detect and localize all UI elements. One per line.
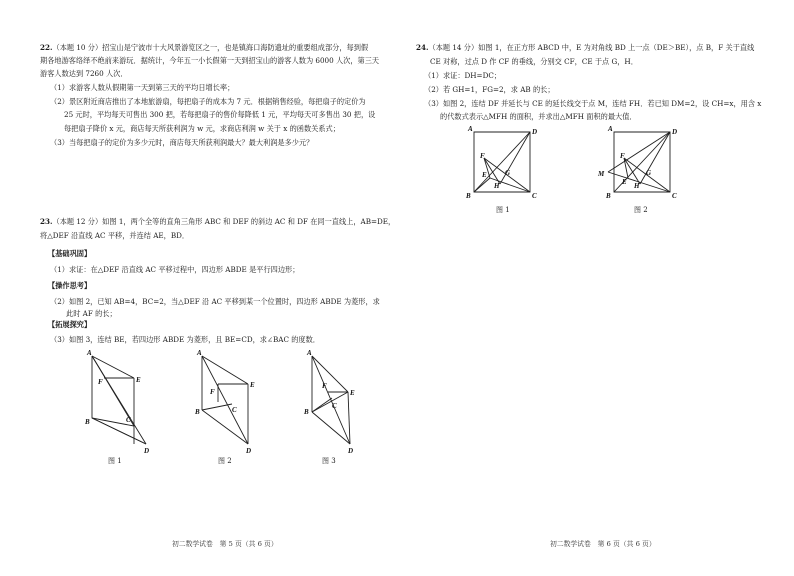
q24-fig1-label-f: F [480, 152, 485, 160]
fig3-line-ed [348, 392, 350, 444]
fig3-label-c: C [332, 402, 337, 410]
fig1-label-e: E [136, 376, 141, 384]
q23-figure-1-caption: 图 1 [108, 457, 122, 465]
fig2-line-bd [202, 410, 248, 444]
q23-sub2a: （2）如图 2，已知 AB=4，BC=2，当△DEF 沿 AC 平移到某一个位置时，四边形 ABDE 为菱形，求 [50, 297, 380, 306]
q24-fig2-label-c: C [672, 192, 677, 200]
q24-figure-2-caption: 图 2 [634, 206, 648, 214]
q23-text-1: （本题 12 分）如图 1，两个全等的直角三角形 ABC 和 DEF 的斜边 AC 和 DF 在同一直线上，AB=DE， [52, 217, 396, 226]
q24-fig1-label-a: A [468, 125, 473, 133]
fig3-label-b: B [304, 408, 309, 416]
fig3-line-be [312, 392, 348, 412]
q23-figure-2 [195, 349, 266, 455]
q24-number: 24. [416, 43, 429, 52]
q22-sub3: （3）当每把扇子的定价为多少元时，商店每天所获利润最大？最大利润是多少元？ [50, 138, 314, 147]
q24-text-1: （本题 14 分）如图 1，在正方形 ABCD 中，E 为对角线 BD 上一点（DE＞BE），点 B，F 关于直线 [428, 43, 755, 52]
q24-sub1: （1）求证：DH=DC； [424, 71, 502, 80]
q24-fig2-label-b: B [606, 192, 611, 200]
q22-sub2c: 每把扇子降价 x 元，商店每天所获利润为 w 元，求商店利润 w 关于 x 的函数关系式； [64, 124, 340, 133]
q22-sub2a: （2）景区附近商店推出了本地旅游扇，每把扇子的成本为 7 元．根据销售经验，每把扇子的定价为 [50, 97, 366, 106]
q23-section-basic: 【基础巩固】 [48, 249, 92, 258]
fig1-label-f: F [98, 378, 103, 386]
fig2-label-f: F [210, 388, 215, 396]
q23-line1 [40, 216, 395, 227]
q22-sub1: （1）求游客人数从假期第一天到第三天的平均日增长率； [50, 83, 235, 92]
q23-figure-3 [302, 349, 372, 455]
q23-section-operate: 【操作思考】 [48, 281, 92, 290]
fig3-line-bc [312, 398, 332, 412]
q24-fig2-label-g: G [646, 169, 652, 177]
q23-figure-2-caption: 图 2 [218, 457, 232, 465]
fig3-line-bd [312, 412, 350, 444]
q24-line1 [416, 42, 754, 53]
fig3-label-f: F [322, 382, 327, 390]
q24-figure-1 [466, 125, 540, 200]
fig1-label-a: A [87, 349, 92, 357]
fig2-label-c: C [232, 406, 237, 414]
fig3-label-e: E [350, 389, 355, 397]
q24-fig2-label-m: M [598, 170, 605, 178]
q24-fig2-label-f: F [620, 152, 625, 160]
fig3-line-ae [312, 356, 348, 392]
q24-sub3a: （3）如图 2，连结 DF 并延长与 CE 的延长线交于点 M，连结 FH．若已知 DM=2，设 CH=x，用含 x [424, 99, 762, 108]
q23-sub2b: 此时 AF 的长； [66, 309, 117, 318]
fig3-label-a: A [307, 349, 312, 357]
fig2-line-dm [608, 132, 670, 172]
q23-figure-1 [85, 349, 156, 455]
q22-text-1: （本题 10 分）招宝山是宁波市十大风景游览区之一，也是镇海口海防遗址的重要组成部分，每到假 [52, 43, 369, 52]
right-page [400, 0, 794, 576]
q23-figure-3-caption: 图 3 [322, 457, 336, 465]
q24-line2: CE 对称，过点 D 作 CF 的垂线，分别交 CF，CE 于点 G，H． [430, 57, 638, 66]
fig2-label-d: D [246, 447, 252, 455]
q24-sub2: （2）若 GH=1，FG=2，求 AB 的长； [424, 85, 555, 94]
fig1-line-be [474, 178, 490, 192]
q23-number: 23. [40, 217, 53, 226]
q23-section-extend: 【拓展探究】 [48, 320, 92, 329]
q24-fig2-label-d: D [672, 128, 678, 136]
q23-line2: 将△DEF 沿直线 AC 平移，并连结 AE，BD． [40, 231, 190, 240]
q23-sub3: （3）如图 3，连结 BE，若四边形 ABDE 为菱形，且 BE=CD，求∠BAC 的度数． [50, 335, 320, 344]
q24-sub3b: 的代数式表示△MFH 的面积，并求出△MFH 面积的最大值． [440, 112, 637, 121]
fig2-label-b: B [195, 408, 200, 416]
fig2-line-bc [202, 404, 232, 410]
q24-fig1-label-e: E [482, 171, 487, 179]
q22-sub2b: 25 元时，平均每天可售出 300 把，若每把扇子的售价每降低 1 元，平均每天可多售出 30 把，设 [64, 110, 376, 119]
q24-fig2-label-h: H [634, 182, 640, 190]
fig2-line-dh [640, 132, 670, 184]
fig1-label-d: D [144, 447, 150, 455]
fig2-label-e: E [250, 381, 255, 389]
fig2-line-ad [202, 356, 248, 444]
fig3-label-d: D [348, 447, 354, 455]
q24-fig1-label-b: B [466, 192, 471, 200]
q24-figure-1-caption: 图 1 [496, 206, 510, 214]
fig1-diagonal-bd [474, 132, 530, 192]
q24-fig1-label-h: H [494, 182, 500, 190]
q22-line3: 游客人数达到 7260 人次． [40, 69, 128, 78]
q22-number: 22. [40, 43, 53, 52]
fig1-label-b: B [85, 418, 90, 426]
q24-fig2-label-a: A [608, 125, 613, 133]
fig1-label-c: C [126, 416, 131, 424]
q22-line2: 期各地游客络绎不绝前来游玩．据统计，今年五一小长假第一天到招宝山的游客人数为 6000 人次，第三天 [40, 56, 380, 65]
q22-line1 [40, 42, 368, 53]
fig2-label-a: A [197, 349, 202, 357]
q24-fig1-label-g: G [505, 169, 511, 177]
q24-figure-2 [598, 125, 680, 200]
fig3-line-ad [312, 356, 350, 444]
q24-fig2-label-e: E [622, 178, 627, 186]
right-page-footer: 初二数学试卷 第 6 页（共 6 页） [550, 540, 656, 548]
q23-sub1: （1）求证：在△DEF 沿直线 AC 平移过程中，四边形 ABDE 是平行四边形； [50, 265, 300, 274]
left-page-footer: 初二数学试卷 第 5 页（共 6 页） [172, 540, 278, 548]
q24-fig1-label-c: C [532, 192, 537, 200]
q24-fig1-label-d: D [532, 128, 538, 136]
